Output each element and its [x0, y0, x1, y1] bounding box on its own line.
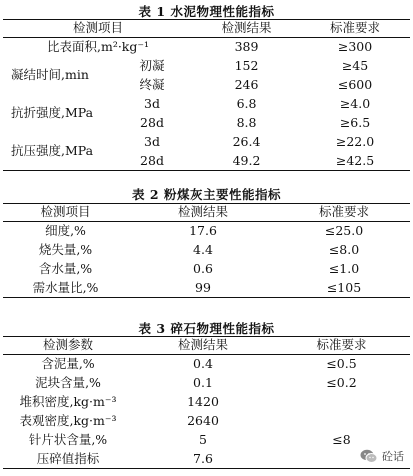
t3-row4-result: 5: [199, 431, 207, 447]
cement-properties-table: [3, 19, 410, 171]
t2-row3-standard: ≤105: [326, 279, 362, 295]
t1-row2-sub1: 3d: [144, 95, 160, 111]
t2-row1-result: 4.4: [193, 241, 213, 257]
t2-row0-standard: ≤25.0: [324, 223, 364, 238]
t3-row2-standard: [273, 393, 410, 412]
t1-header-standard: 标准要求: [330, 20, 381, 36]
watermark-text: 砼话: [382, 450, 404, 463]
t1-row1-sub2: 终凝: [139, 76, 165, 92]
t3-header-item: 检测参数: [42, 337, 93, 353]
gravel-properties-table: [3, 336, 410, 469]
t3-row3-result: 2640: [187, 412, 219, 428]
t3-row1-item: 泥块含量,%: [35, 374, 101, 390]
t2-header-standard: 标准要求: [318, 204, 369, 220]
t3-row4-standard: ≤8: [332, 431, 351, 447]
t2-row3-result: 99: [195, 279, 211, 295]
t3-row1-standard: ≤0.2: [326, 374, 357, 390]
wechat-logo-icon: [360, 449, 378, 464]
watermark: [357, 447, 407, 465]
t2-row2-standard: ≤1.0: [328, 260, 360, 276]
t1-row1-sub1: 初凝: [139, 57, 165, 73]
t1-header-item: 检测项目: [73, 20, 124, 36]
t3-row1-result: 0.1: [193, 374, 213, 390]
t2-row2-item: 含水量,%: [38, 260, 93, 276]
t1-row3-item: 抗压强度,MPa: [11, 143, 94, 158]
t1-row0-result: 389: [234, 39, 259, 54]
t2-row2-result: 0.6: [193, 260, 213, 276]
t1-row0-standard: ≥300: [337, 39, 373, 54]
t1-row3-standard2: ≥42.5: [335, 152, 375, 168]
t3-row2-result: 1420: [187, 393, 219, 409]
t2-row0-item: 细度,%: [45, 223, 86, 238]
table3-caption: 表 3 碎石物理性能指标: [138, 321, 275, 336]
t3-row5-item: 压碎值指标: [36, 450, 100, 466]
t3-row0-item: 含泥量,%: [41, 356, 95, 371]
t1-row3-sub2: 28d: [140, 152, 164, 168]
t3-header-result: 检测结果: [177, 337, 228, 353]
t3-row2-item: 堆积密度,kg·m⁻³: [19, 393, 117, 409]
t3-row3-item: 表观密度,kg·m⁻³: [19, 412, 117, 428]
t2-row0-result: 17.6: [189, 223, 217, 238]
table1-caption: 表 1 水泥物理性能指标: [138, 4, 275, 19]
t1-row2-result2: 8.8: [236, 114, 257, 130]
t1-row3-sub1: 3d: [144, 133, 160, 149]
t1-row3-result2: 49.2: [232, 152, 261, 168]
t1-row1-result2: 246: [234, 76, 259, 92]
t3-row5-result: 7.6: [193, 450, 213, 466]
t1-row1-result1: 152: [234, 57, 259, 73]
flyash-properties-table: [3, 203, 410, 298]
t1-row1-standard1: ≥45: [341, 57, 369, 73]
t1-row2-result1: 6.8: [236, 95, 257, 111]
t1-row2-standard2: ≥6.5: [339, 114, 371, 130]
t1-row1-item: 凝结时间,min: [11, 67, 89, 83]
t1-row0-item: 比表面积,m²·kg⁻¹: [47, 39, 149, 54]
t2-header-result: 检测结果: [177, 204, 228, 220]
t1-header-result: 检测结果: [221, 20, 272, 36]
t2-row3-item: 需水量比,%: [32, 279, 99, 295]
t3-row3-standard: [273, 412, 410, 431]
t1-row3-standard1: ≥22.0: [335, 133, 375, 149]
t2-row1-standard: ≤8.0: [328, 241, 360, 257]
t1-row3-result1: 26.4: [232, 133, 261, 149]
t3-header-standard: 标准要求: [316, 337, 367, 353]
t2-header-item: 检测项目: [40, 204, 91, 220]
t1-row2-standard1: ≥4.0: [339, 95, 371, 111]
t3-row0-result: 0.4: [193, 356, 213, 371]
t3-row0-standard: ≤0.5: [326, 356, 357, 371]
t1-row2-item: 抗折强度,MPa: [11, 105, 94, 121]
t2-row1-item: 烧失量,%: [38, 241, 93, 257]
table2-caption: 表 2 粉煤灰主要性能指标: [132, 187, 281, 202]
t3-row4-item: 针片状含量,%: [28, 431, 108, 447]
t1-row1-standard2: ≤600: [337, 76, 373, 92]
t1-row2-sub2: 28d: [140, 114, 164, 130]
